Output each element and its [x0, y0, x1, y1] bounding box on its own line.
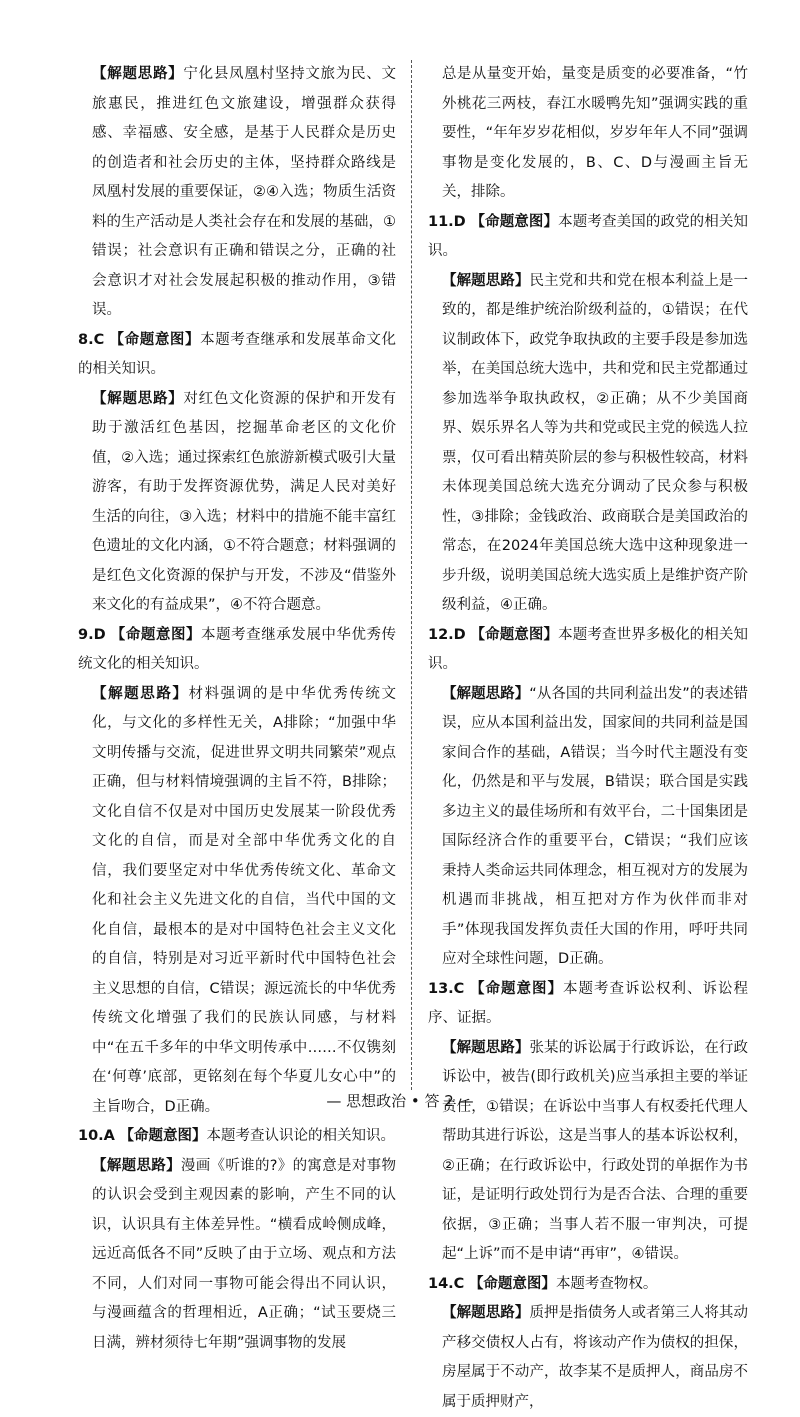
- question-14-header: 14.C 【命题意图】本题考查物权。: [428, 1275, 658, 1292]
- analysis-paragraph: 【解题思路】“从各国的共同利益出发”的表述错误，应从本国利益出发，国家间的共同利益是国家间合作的基础，A错误；当今时代主题没有变化，仍然是和平与发展，B错误；联合国是实践多边主义的最佳场所和有效平台，二十国集团是国际经济合作的重要平台，C错误；“我们应该秉持人类命运共同体理念，相互视对方的发展为机遇而非挑战，相互把对方作为伙伴而非对手”体现我国发挥负责任大国的作用，呼吁共同应对全球性问题，D正确。: [442, 685, 748, 967]
- question-9-header: 9.D 【命题意图】本题考查继承发展中华优秀传统文化的相关知识。: [78, 626, 397, 672]
- question-10-header: 10.A 【命题意图】本题考查认识论的相关知识。: [78, 1128, 396, 1144]
- analysis-paragraph: 【解题思路】对红色文化资源的保护和开发有助于激活红色基因，挖掘革命老区的文化价值，②入选；通过探索红色旅游新模式吸引大量游客，有助于发挥资源优势，满足人民对美好生活的向往，③入选；材料中的措施不能丰富红色遗址的文化内涵，①不符合题意；材料强调的是红色文化资源的保护与开发，不涉及“借鉴外来文化的有益成果”，④不符合题意。: [92, 390, 396, 613]
- analysis-paragraph: 【解题思路】民主党和共和党在根本利益上是一致的，都是维护统治阶级利益的，①错误；在代议制政体下，政党争取执政的主要手段是参加选举，在美国总统大选中，共和党和民主党都通过参加选举争取执政权，②正确；从不少美国商界、娱乐界名人等为共和党或民主党的候选人拉票，仅可看出精英阶层的参与积极性较高，材料未体现美国总统大选充分调动了民众参与积极性，③排除；金钱政治、政商联合是美国政治的常态，在2024年美国总统大选中这种现象进一步升级，说明美国总统大选实质上是维护资产阶级利益，④正确。: [442, 272, 749, 613]
- right-column: [428, 60, 748, 1417]
- question-11-header: 11.D 【命题意图】本题考查美国的政党的相关知识。: [428, 213, 749, 259]
- continued-paragraph: 总是从量变开始，量变是质变的必要准备，“竹外桃花三两枝，春江水暖鸭先知”强调实践的重要性，“年年岁岁花相似，岁岁年年人不同”强调事物是变化发展的，B、C、D与漫画主旨无关，排除。: [442, 66, 748, 200]
- analysis-paragraph: 【解题思路】宁化县凤凰村坚持文旅为民、文旅惠民，推进红色文旅建设，增强群众获得感、幸福感、安全感，是基于人民群众是历史的创造者和社会历史的主体，坚持群众路线是凤凰村发展的重要保证，②④入选；物质生活资料的生产活动是人类社会存在和发展的基础，①错误；社会意识有正确和错误之分，正确的社会意识才对社会发展起积极的推动作用，③错误。: [92, 66, 396, 318]
- question-8-header: 8.C 【命题意图】本题考查继承和发展革命文化的相关知识。: [78, 331, 397, 377]
- column-divider: [411, 60, 412, 1090]
- question-12-header: 12.D 【命题意图】本题考查世界多极化的相关知识。: [428, 626, 749, 672]
- analysis-paragraph: 【解题思路】漫画《听谁的?》的寓意是对事物的认识会受到主观因素的影响，产生不同的认识，认识具有主体差异性。“横看成岭侧成峰，远近高低各不同”反映了由于立场、观点和方法不同，人们对同一事物可能会得出不同认识，与漫画蕴含的哲理相近，A正确；“试玉要烧三日满，辨材须待七年期”强调事物的发展: [92, 1157, 396, 1351]
- left-column: [78, 60, 396, 1358]
- question-13-header: 13.C 【命题意图】本题考查诉讼权利、诉讼程序、证据。: [428, 980, 749, 1026]
- analysis-paragraph: 【解题思路】张某的诉讼属于行政诉讼，在行政诉讼中，被告(即行政机关)应当承担主要的举证责任，①错误；在诉讼中当事人有权委托代理人帮助其进行诉讼，这是当事人的基本诉讼权利，②正确；在行政诉讼中，行政处罚的单据作为书证，是证明行政处罚行为是否合法、合理的重要依据，③正确；当事人若不服一审判决，可提起“上诉”而不是申请“再审”，④错误。: [442, 1039, 749, 1262]
- analysis-paragraph: 【解题思路】材料强调的是中华优秀传统文化，与文化的多样性无关，A排除；“加强中华文明传播与交流，促进世界文明共同繁荣”观点正确，但与材料情境强调的主旨不符，B排除；文化自信不仅是对中国历史发展某一阶段优秀文化的自信，而是对全部中华优秀文化的自信，我们要坚定对中华优秀传统文化、革命文化和社会主义先进文化的自信，当代中国的文化自信，最根本的是对中国特色社会主义文化的自信，特别是对习近平新时代中国特色社会主义思想的自信，C错误；源远流长的中华优秀传统文化增强了我们的民族认同感，与材料中“在五千多年的中华文明传承中……不仅镌刻在‘何尊’底部，更铭刻在每个华夏儿女心中”的主旨吻合，D正确。: [92, 685, 396, 1115]
- page-footer: — 思想政治 • 答 2 —: [326, 1092, 474, 1110]
- analysis-paragraph: 【解题思路】质押是指债务人或者第三人将其动产移交债权人占有，将该动产作为债权的担保，房屋属于不动产，故李某不是质押人，商品房不属于质押财产，: [442, 1305, 749, 1410]
